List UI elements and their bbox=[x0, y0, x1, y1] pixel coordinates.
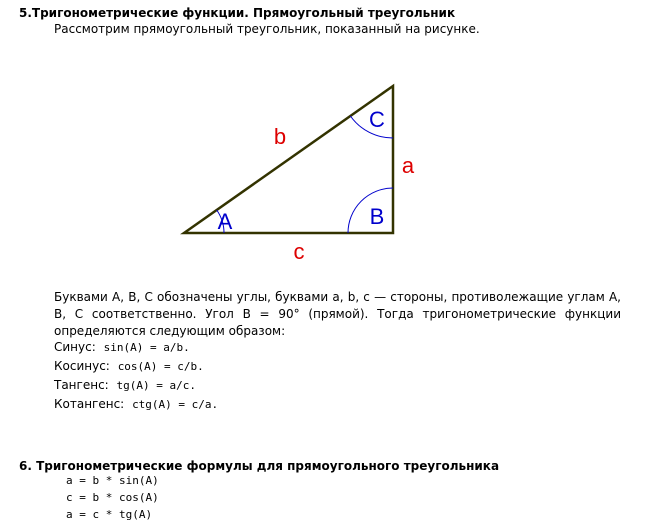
side-c-label: c bbox=[293, 239, 305, 264]
definition-formula: ctg(A) = c/a. bbox=[132, 398, 219, 411]
angle-c-label: C bbox=[369, 107, 385, 132]
definition-label: Котангенс: bbox=[54, 397, 125, 411]
formula-line: a = b * sin(A) bbox=[66, 474, 159, 487]
right-triangle bbox=[184, 86, 393, 233]
definition-paragraph: Буквами A, B, C обозначены углы, буквами a, b, c — стороны, противолежащие углам A, B, C соответственно. Угол B = 90° (прямой). Тогда тригонометрические функции определяются следующим образом: bbox=[54, 290, 621, 338]
angle-a-label: A bbox=[217, 209, 233, 234]
definition-formula: tg(A) = a/c. bbox=[116, 379, 197, 392]
side-b-label: b bbox=[273, 124, 287, 149]
definition-label: Синус: bbox=[54, 340, 96, 354]
angle-b-label: B bbox=[369, 204, 385, 229]
side-a-label: a bbox=[401, 153, 415, 178]
definition-cotangent bbox=[54, 397, 218, 411]
definition-formula: sin(A) = a/b. bbox=[103, 341, 190, 354]
section-5-title: 5.Тригонометрические функции. Прямоугольный треугольник bbox=[19, 6, 456, 20]
definition-cosine bbox=[54, 359, 204, 373]
definition-label: Косинус: bbox=[54, 359, 110, 373]
definition-sine bbox=[54, 340, 190, 354]
formula-line: a = c * tg(A) bbox=[66, 508, 153, 521]
section-5-intro: Рассмотрим прямоугольный треугольник, показанный на рисунке. bbox=[54, 22, 480, 36]
definition-tangent bbox=[54, 378, 196, 392]
definition-formula: cos(A) = c/b. bbox=[117, 360, 204, 373]
definition-label: Тангенс: bbox=[54, 378, 109, 392]
section-6-title: 6. Тригонометрические формулы для прямоугольного треугольника bbox=[19, 459, 500, 473]
formula-line: c = b * cos(A) bbox=[66, 491, 159, 504]
